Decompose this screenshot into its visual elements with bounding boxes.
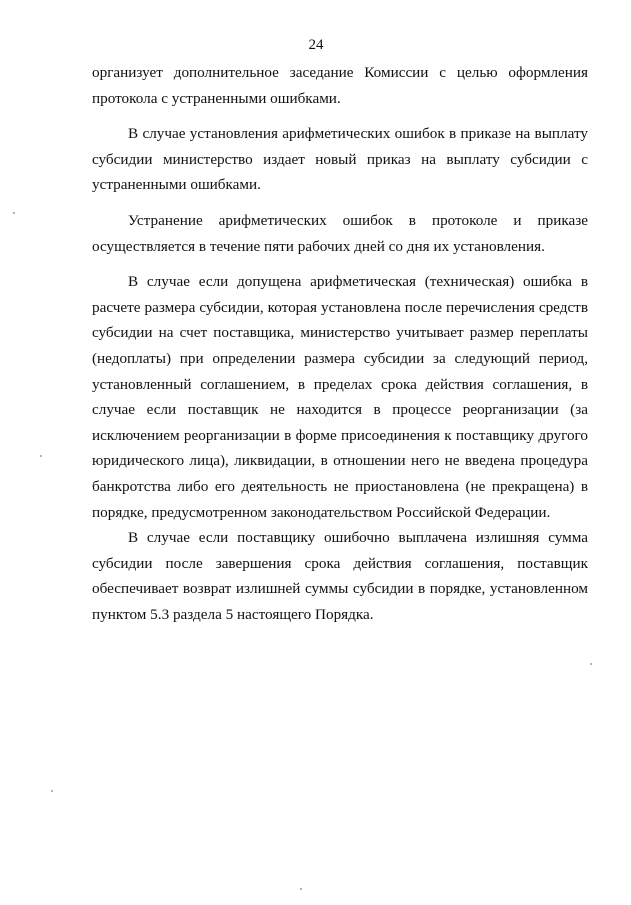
text-line: расчете размера субсидии, которая установлена после перечисления средств	[92, 298, 588, 316]
scan-speck	[40, 455, 42, 457]
scan-speck	[51, 790, 53, 792]
text-line: банкротства либо его деятельность не приостановлена (не прекращена) в	[92, 477, 588, 495]
scan-speck	[590, 663, 592, 665]
text-line: Устранение арифметических ошибок в протоколе и приказе	[128, 211, 588, 229]
paragraph	[92, 525, 588, 627]
text-line: установленный соглашением, в пределах срока действия соглашения, в	[92, 375, 588, 393]
body-text	[92, 60, 588, 627]
text-line: В случае если поставщику ошибочно выплачена излишняя сумма	[128, 529, 588, 547]
text-line: юридического лица), ликвидации, в отношении него не введена процедура	[92, 452, 588, 470]
text-line: осуществляется в течение пяти рабочих дней со дня их установления.	[92, 237, 545, 255]
text-line: организует дополнительное заседание Комиссии с целью оформления	[92, 64, 588, 81]
text-line: протокола с устраненными ошибками.	[92, 89, 341, 107]
text-line: случае если поставщик не находится в процессе реорганизации (за	[92, 401, 588, 419]
text-line: субсидии на счет поставщика, министерство учитывает размер переплаты	[92, 324, 588, 342]
text-line: В случае если допущена арифметическая (техническая) ошибка в	[128, 273, 588, 291]
text-line: устраненными ошибками.	[92, 176, 261, 194]
paragraph	[92, 208, 588, 259]
text-line: исключением реорганизации в форме присоединения к поставщику другого	[92, 426, 588, 444]
text-line: субсидии министерство издает новый приказ на выплату субсидии с	[92, 150, 588, 168]
scan-speck	[300, 888, 302, 890]
scan-speck	[13, 212, 15, 214]
text-line: порядке, предусмотренном законодательством Российской Федерации.	[92, 503, 551, 521]
text-line: обеспечивает возврат излишней суммы субсидии в порядке, установленном	[92, 580, 588, 598]
paragraph	[92, 60, 588, 111]
paragraph	[92, 121, 588, 198]
text-line: (недоплаты) при определении размера субсидии за следующий период,	[92, 349, 588, 367]
paragraph	[92, 269, 588, 525]
text-line: В случае установления арифметических ошибок в приказе на выплату	[128, 125, 588, 143]
text-line: субсидии после завершения срока действия соглашения, поставщик	[92, 554, 588, 572]
page-number: 24	[308, 37, 324, 53]
text-line: пунктом 5.3 раздела 5 настоящего Порядка.	[92, 605, 374, 623]
